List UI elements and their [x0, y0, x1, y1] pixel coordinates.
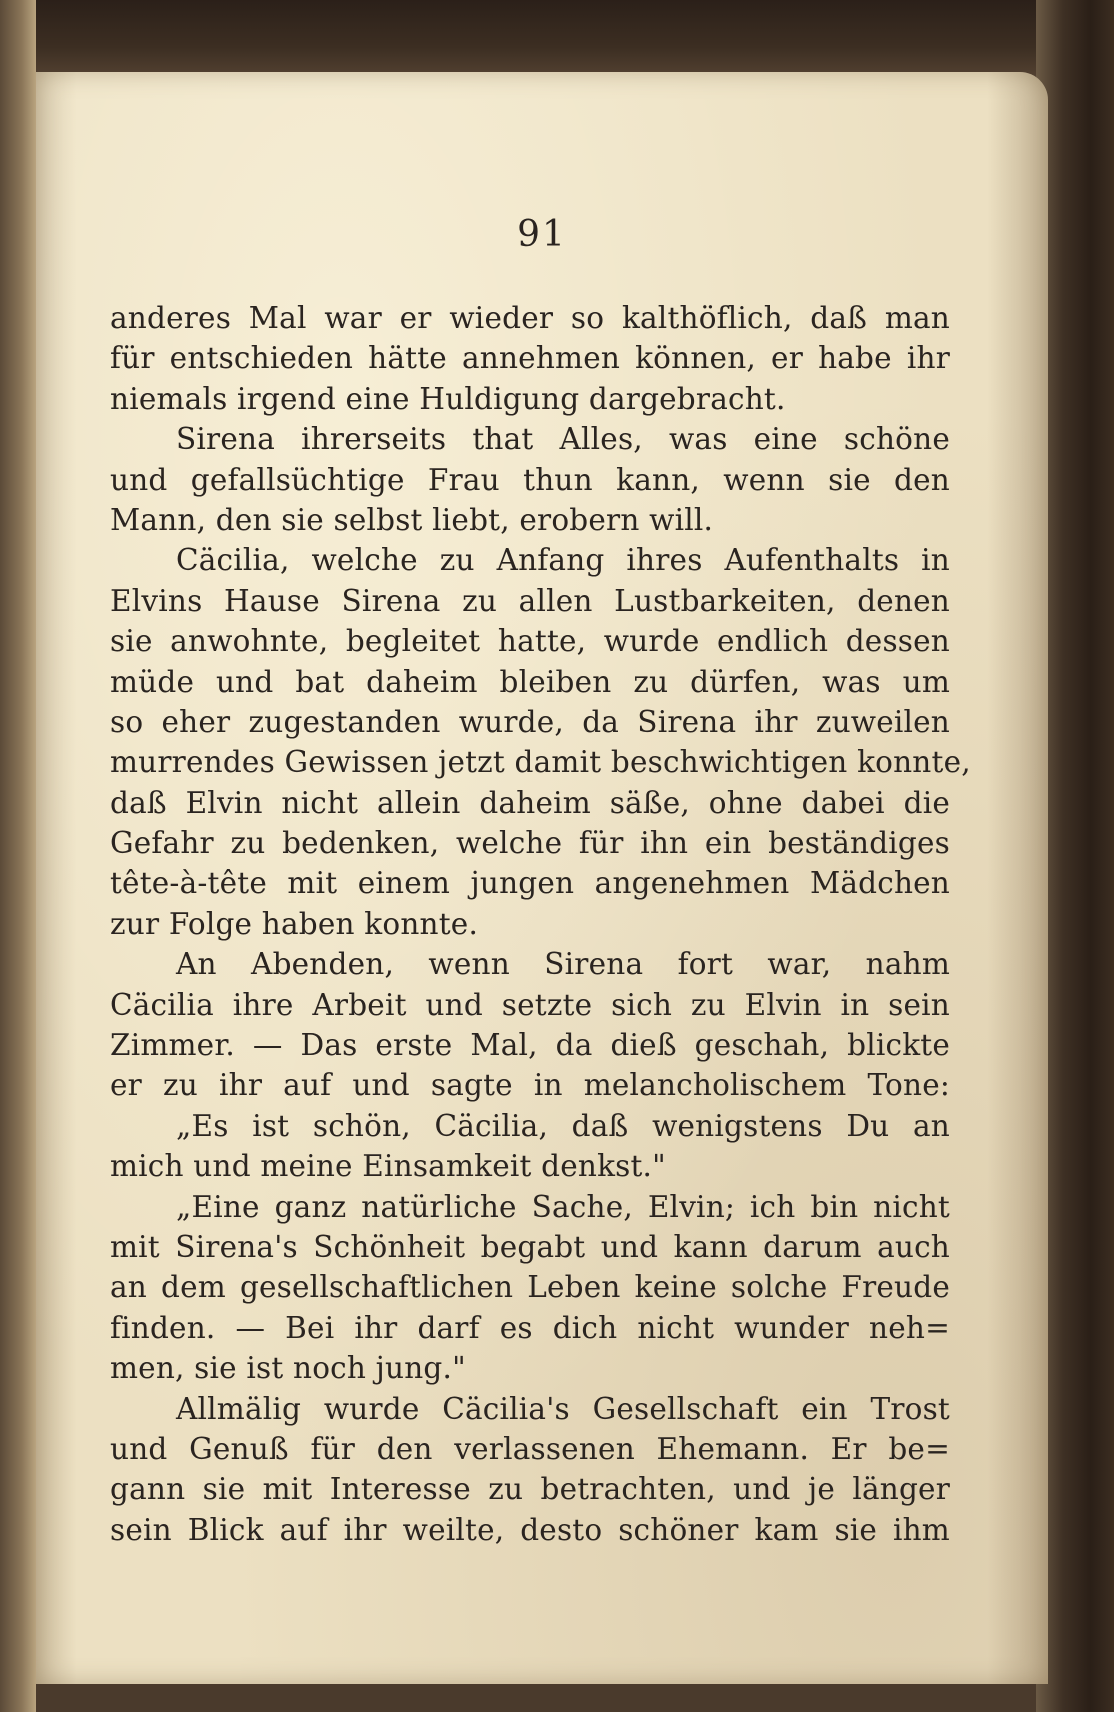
text-line: so eher zugestanden wurde, da Sirena ihr zuweilen: [110, 704, 950, 739]
text-line: anderes Mal war er wieder so kalthöflich, daß man: [110, 301, 950, 335]
text-line: Gefahr zu bedenken, welche für ihn ein beständiges: [110, 826, 950, 861]
text-line: sein Blick auf ihr weilte, desto schöner kam sie ihm: [110, 1512, 950, 1547]
text-line: für entschieden hätte annehmen können, er habe ihr: [110, 341, 950, 376]
text-line: Cäcilia ihre Arbeit und setzte sich zu Elvin in sein: [110, 987, 950, 1022]
text-line: Cäcilia, welche zu Anfang ihres Aufenthalts in: [176, 543, 950, 578]
text-line: Mann, den sie selbst liebt, erobern will.: [110, 502, 714, 537]
text-line: men, sie ist noch jung.": [110, 1351, 466, 1386]
page-text: [110, 298, 971, 1550]
text-line: und gefallsüchtige Frau thun kann, wenn sie den: [110, 462, 950, 497]
text-line: tête-à-tête mit einem jungen angenehmen Mädchen: [110, 866, 950, 901]
text-line: er zu ihr auf und sagte in melancholischem Tone:: [110, 1068, 950, 1103]
book-gutter-left: [0, 0, 36, 1712]
text-line: Zimmer. — Das erste Mal, da dieß geschah, blickte: [110, 1028, 950, 1063]
text-line: an dem gesellschaftlichen Leben keine solche Freude: [110, 1270, 950, 1305]
text-line: mich und meine Einsamkeit denkst.": [110, 1149, 666, 1184]
text-line: daß Elvin nicht allein daheim säße, ohne dabei die: [110, 785, 950, 820]
text-line: Sirena ihrerseits that Alles, was eine schöne: [176, 422, 950, 457]
text-line: finden. — Bei ihr darf es dich nicht wunder neh=: [110, 1310, 950, 1345]
text-line: „Eine ganz natürliche Sache, Elvin; ich bin nicht: [176, 1189, 950, 1224]
book-page: [36, 72, 1048, 1684]
text-line: mit Sirena's Schönheit begabt und kann darum auch: [110, 1229, 950, 1264]
text-line: niemals irgend eine Huldigung dargebracht.: [110, 381, 786, 416]
page-number: 91: [517, 214, 567, 255]
text-line: und Genuß für den verlassenen Ehemann. Er be=: [110, 1431, 950, 1466]
text-line: murrendes Gewissen jetzt damit beschwichtigen konnte,: [110, 745, 971, 780]
text-line: gann sie mit Interesse zu betrachten, und je länger: [110, 1472, 950, 1507]
text-line: müde und bat daheim bleiben zu dürfen, was um: [110, 664, 950, 699]
text-line: An Abenden, wenn Sirena fort war, nahm: [176, 947, 950, 982]
text-line: „Es ist schön, Cäcilia, daß wenigstens Du an: [176, 1108, 950, 1143]
text-line: sie anwohnte, begleitet hatte, wurde endlich dessen: [110, 624, 950, 659]
text-line: zur Folge haben konnte.: [110, 906, 479, 941]
text-line: Allmälig wurde Cäcilia's Gesellschaft ein Trost: [176, 1391, 950, 1426]
text-line: Elvins Hause Sirena zu allen Lustbarkeiten, denen: [110, 583, 950, 618]
